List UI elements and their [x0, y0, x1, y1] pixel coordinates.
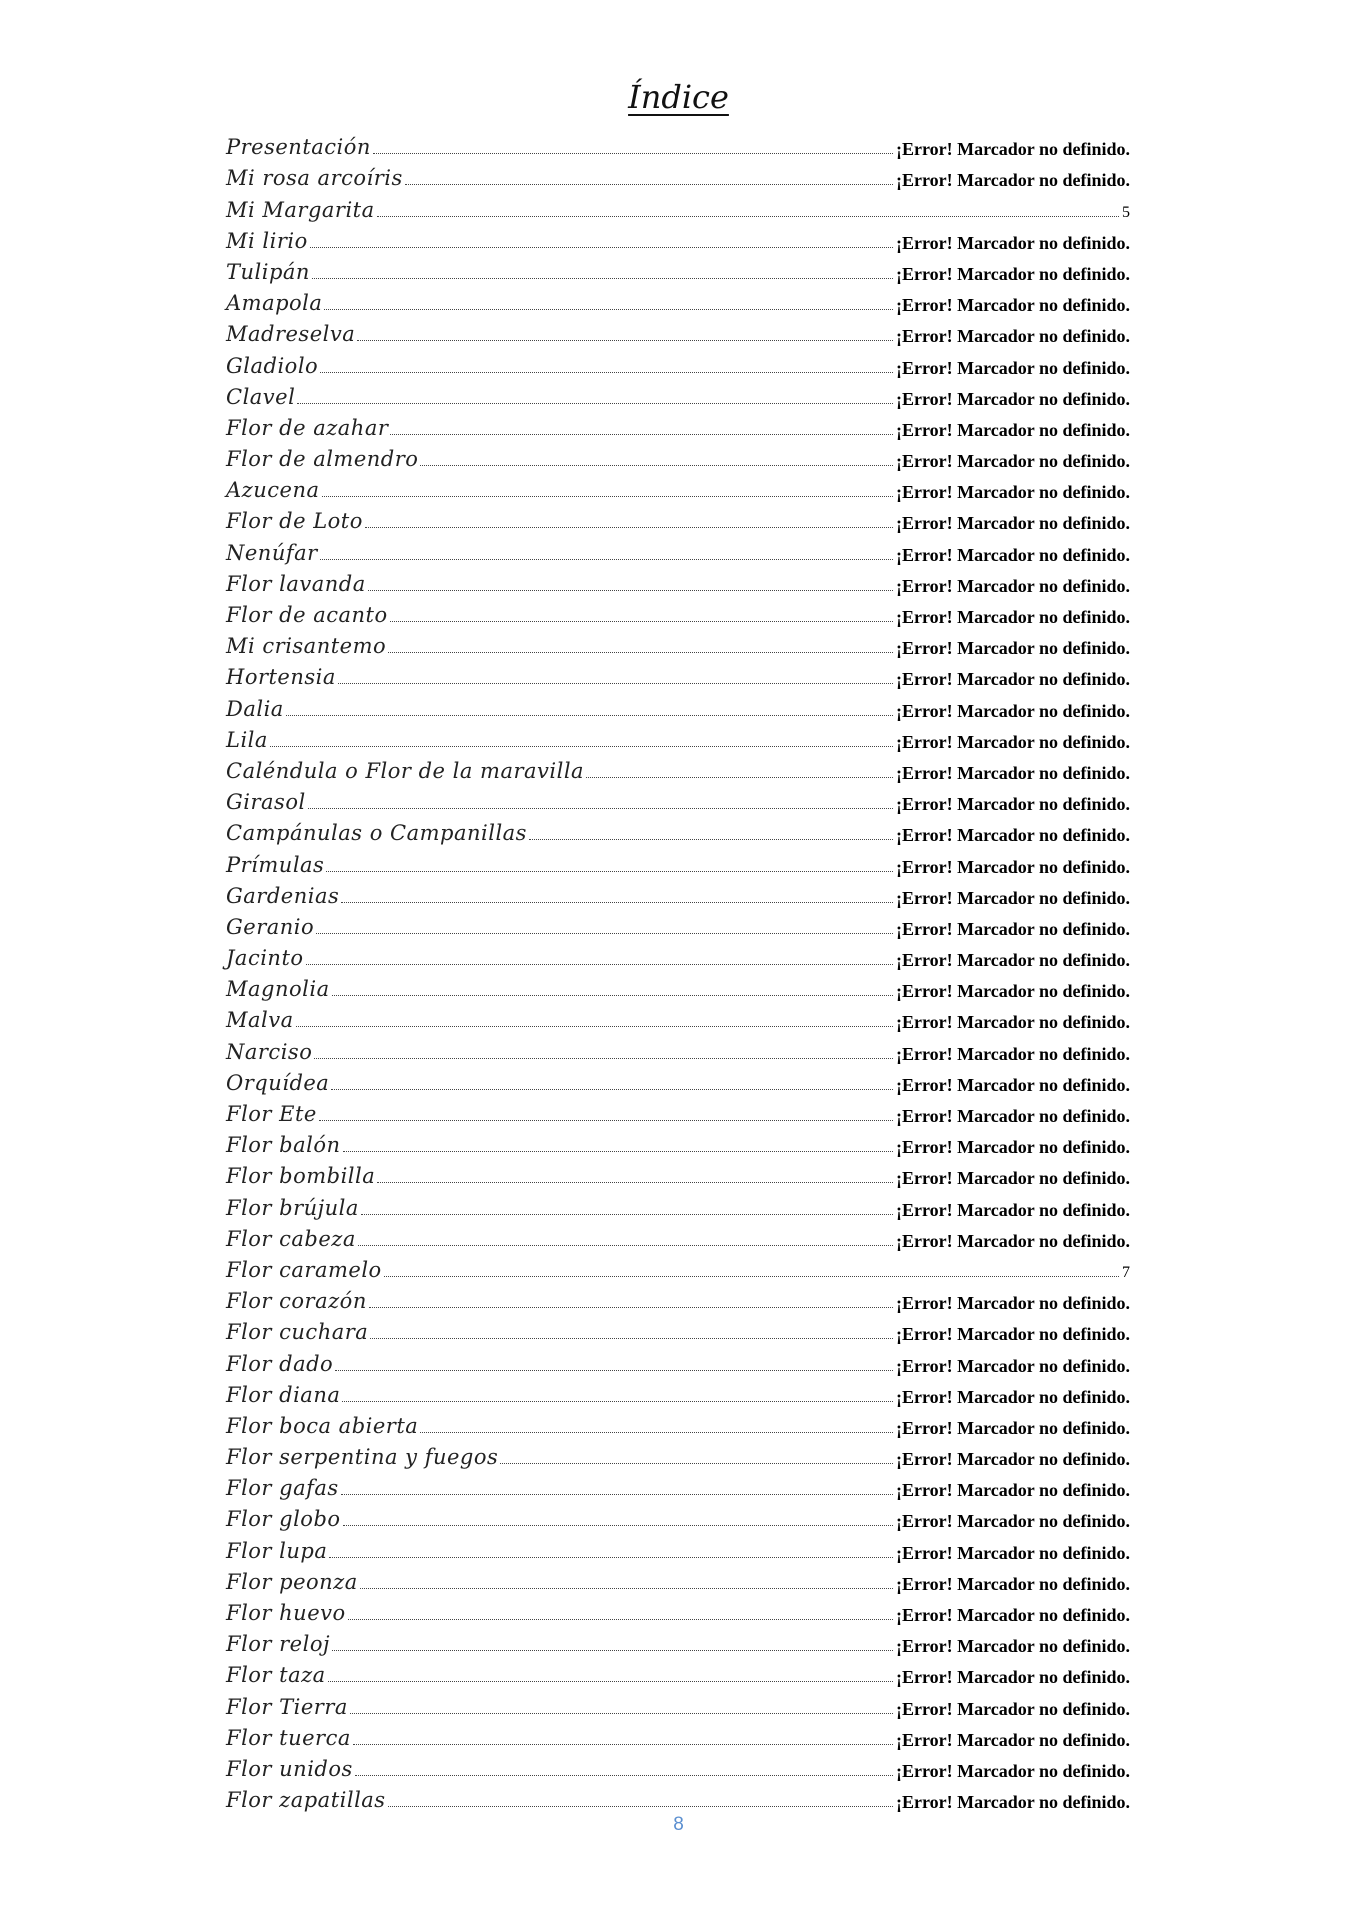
- toc-entry-label: Mi rosa arcoíris: [226, 166, 403, 191]
- toc-entry-label: Hortensia: [226, 665, 336, 690]
- dot-leader: [377, 1182, 893, 1183]
- dot-leader: [296, 1026, 893, 1027]
- toc-entry-page: 5: [1122, 203, 1130, 221]
- toc-entry-label: Flor Tierra: [226, 1694, 348, 1719]
- dot-leader: [361, 1214, 893, 1215]
- dot-leader: [350, 1713, 893, 1714]
- dot-leader: [308, 808, 893, 809]
- toc-entry-label: Flor huevo: [226, 1601, 346, 1625]
- toc-entry-error: ¡Error! Marcador no definido.: [896, 139, 1130, 160]
- toc-entry-error: ¡Error! Marcador no definido.: [896, 451, 1130, 472]
- toc-entry-error: ¡Error! Marcador no definido.: [896, 762, 1130, 783]
- toc-entry-error: ¡Error! Marcador no definido.: [896, 1137, 1130, 1158]
- dot-leader: [365, 527, 893, 528]
- toc-entry[interactable]: [226, 879, 1130, 910]
- dot-leader: [314, 1058, 893, 1059]
- toc-entry-label: Lila: [226, 727, 268, 752]
- toc-entry[interactable]: [226, 723, 1130, 754]
- toc-entry[interactable]: [226, 1409, 1130, 1440]
- toc-entry-error: ¡Error! Marcador no definido.: [896, 1449, 1130, 1470]
- toc-entry-error: ¡Error! Marcador no definido.: [896, 1573, 1130, 1594]
- dot-leader: [326, 871, 893, 872]
- toc-entry-label: Flor peonza: [226, 1569, 358, 1594]
- toc-entry[interactable]: [226, 972, 1130, 1003]
- toc-entry-label: Presentación: [226, 135, 371, 160]
- toc-entry-label: Azucena: [226, 478, 320, 503]
- toc-entry[interactable]: [226, 910, 1130, 941]
- dot-leader: [420, 465, 893, 466]
- toc-entry-error: ¡Error! Marcador no definido.: [896, 1667, 1130, 1688]
- toc-entry-error: ¡Error! Marcador no definido.: [896, 1168, 1130, 1189]
- toc-entry[interactable]: [226, 660, 1130, 691]
- toc-entry-error: ¡Error! Marcador no definido.: [896, 1106, 1130, 1126]
- dot-leader: [320, 559, 893, 560]
- toc-entry-label: Flor globo: [226, 1507, 341, 1532]
- toc-entry-error: ¡Error! Marcador no definido.: [896, 825, 1130, 846]
- toc-entry[interactable]: [226, 691, 1130, 722]
- toc-entry[interactable]: [226, 754, 1130, 785]
- toc-entry[interactable]: [226, 192, 1130, 223]
- dot-leader: [328, 1681, 893, 1682]
- toc-entry[interactable]: [226, 1253, 1130, 1284]
- toc-entry-label: Flor tuerca: [226, 1725, 351, 1750]
- toc-entry-label: Flor serpentina y fuegos: [226, 1445, 499, 1470]
- toc-entry-label: Flor bombilla: [226, 1164, 376, 1189]
- toc-entry[interactable]: [226, 380, 1130, 411]
- dot-leader: [405, 184, 893, 185]
- toc-entry-label: Flor cuchara: [226, 1320, 369, 1345]
- toc-entry-error: ¡Error! Marcador no definido.: [896, 388, 1130, 409]
- dot-leader: [312, 278, 893, 279]
- toc-entry[interactable]: [226, 286, 1130, 317]
- dot-leader: [343, 1151, 894, 1152]
- dot-leader: [370, 1338, 893, 1339]
- toc-entry-error: ¡Error! Marcador no definido.: [896, 1386, 1130, 1407]
- toc-entry-label: Campánulas o Campanillas: [226, 821, 527, 846]
- toc-entry[interactable]: [226, 1284, 1130, 1315]
- toc-entry-error: ¡Error! Marcador no definido.: [896, 544, 1130, 565]
- toc-entry-label: Girasol: [226, 790, 306, 815]
- toc-entry-error: ¡Error! Marcador no definido.: [896, 1542, 1130, 1563]
- dot-leader: [358, 1245, 893, 1246]
- toc-entry[interactable]: [226, 442, 1130, 473]
- toc-entry[interactable]: [226, 1565, 1130, 1596]
- toc-entry-error: ¡Error! Marcador no definido.: [896, 856, 1130, 877]
- toc-entry-error: ¡Error! Marcador no definido.: [896, 326, 1130, 347]
- toc-entry-label: Mi Margarita: [226, 197, 375, 222]
- toc-entry[interactable]: [226, 473, 1130, 504]
- toc-entry-error: ¡Error! Marcador no definido.: [896, 700, 1130, 721]
- dot-leader: [316, 933, 893, 934]
- toc-entry[interactable]: [226, 317, 1130, 348]
- toc-entry-error: ¡Error! Marcador no definido.: [896, 575, 1130, 596]
- toc-entry[interactable]: [226, 1003, 1130, 1034]
- toc-entry-error: ¡Error! Marcador no definido.: [896, 1605, 1130, 1625]
- dot-leader: [324, 309, 893, 310]
- toc-entry-error: ¡Error! Marcador no definido.: [896, 482, 1130, 503]
- dot-leader: [310, 247, 893, 248]
- toc-entry[interactable]: [226, 785, 1130, 816]
- toc-entry-error: ¡Error! Marcador no definido.: [896, 1792, 1130, 1813]
- toc-entry-label: Flor cabeza: [226, 1226, 356, 1251]
- dot-leader: [332, 1650, 893, 1651]
- toc-entry[interactable]: [226, 1721, 1130, 1752]
- toc-entry[interactable]: [226, 1034, 1130, 1065]
- dot-leader: [355, 1775, 893, 1776]
- toc-entry[interactable]: [226, 1533, 1130, 1564]
- toc-entry-label: Orquídea: [226, 1070, 330, 1095]
- page-number: 8: [673, 1814, 684, 1835]
- dot-leader: [373, 153, 893, 154]
- toc-entry[interactable]: [226, 255, 1130, 286]
- toc-entry-label: Flor lavanda: [226, 571, 366, 596]
- toc-entry-label: Madreselva: [226, 322, 356, 347]
- toc-entry[interactable]: [226, 161, 1130, 192]
- toc-entry-label: Amapola: [226, 291, 323, 316]
- toc-entry-error: ¡Error! Marcador no definido.: [896, 1636, 1130, 1657]
- toc-entry[interactable]: [226, 1128, 1130, 1159]
- toc-entry[interactable]: [226, 1658, 1130, 1689]
- toc-entry-error: ¡Error! Marcador no definido.: [896, 263, 1130, 284]
- toc-entry-label: Mi crisantemo: [226, 634, 387, 659]
- toc-entry[interactable]: [226, 1440, 1130, 1471]
- dot-leader: [390, 434, 893, 435]
- dot-leader: [377, 216, 1119, 217]
- toc-entry[interactable]: [226, 535, 1130, 566]
- toc-entry-label: Mi lirio: [226, 228, 308, 253]
- toc-entry[interactable]: [226, 1689, 1130, 1720]
- toc-entry-label: Flor unidos: [226, 1756, 353, 1781]
- dot-leader: [320, 372, 893, 373]
- dot-leader: [341, 902, 893, 903]
- toc-entry[interactable]: [226, 816, 1130, 847]
- dot-leader: [357, 340, 893, 341]
- toc-entry-error: ¡Error! Marcador no definido.: [896, 1012, 1130, 1033]
- toc-entry-error: ¡Error! Marcador no definido.: [896, 981, 1130, 1002]
- dot-leader: [341, 1494, 893, 1495]
- toc-entry-error: ¡Error! Marcador no definido.: [896, 295, 1130, 316]
- toc-entry[interactable]: [226, 130, 1130, 161]
- dot-leader: [369, 1307, 893, 1308]
- toc-entry-label: Flor caramelo: [226, 1257, 382, 1282]
- toc-entry-label: Geranio: [226, 914, 315, 939]
- toc-entry-label: Nenúfar: [226, 540, 318, 565]
- toc-entry-error: ¡Error! Marcador no definido.: [896, 950, 1130, 971]
- dot-leader: [420, 1432, 893, 1433]
- toc-entry-error: ¡Error! Marcador no definido.: [896, 232, 1130, 253]
- toc-entry-error: ¡Error! Marcador no definido.: [896, 1199, 1130, 1220]
- toc-entry[interactable]: [226, 1378, 1130, 1409]
- toc-entry[interactable]: [226, 1502, 1130, 1533]
- toc-entry-label: Tulipán: [226, 259, 310, 284]
- toc-entry[interactable]: [226, 224, 1130, 255]
- toc-entry-label: Flor taza: [226, 1663, 326, 1688]
- toc-entry-error: ¡Error! Marcador no definido.: [896, 1760, 1130, 1781]
- toc-entry-label: Flor Ete: [226, 1102, 317, 1126]
- toc-entry[interactable]: [226, 1190, 1130, 1221]
- toc-entry[interactable]: [226, 1066, 1130, 1097]
- toc-entry-error: ¡Error! Marcador no definido.: [896, 1729, 1130, 1750]
- toc-entry[interactable]: [226, 1627, 1130, 1658]
- toc-entry-label: Flor boca abierta: [226, 1413, 419, 1438]
- table-of-contents: [226, 130, 1130, 1814]
- toc-entry-error: ¡Error! Marcador no definido.: [896, 1480, 1130, 1501]
- dot-leader: [297, 403, 893, 404]
- toc-entry-label: Flor brújula: [226, 1195, 359, 1220]
- toc-entry[interactable]: [226, 1097, 1130, 1128]
- toc-entry-error: ¡Error! Marcador no definido.: [896, 1230, 1130, 1251]
- toc-entry-error: ¡Error! Marcador no definido.: [896, 1293, 1130, 1314]
- dot-leader: [270, 746, 893, 747]
- page-title: Índice: [628, 78, 729, 116]
- toc-entry-error: ¡Error! Marcador no definido.: [896, 1324, 1130, 1345]
- toc-entry-label: Flor de Loto: [226, 509, 363, 534]
- toc-entry[interactable]: [226, 1783, 1130, 1814]
- toc-entry[interactable]: [226, 348, 1130, 379]
- dot-leader: [329, 1557, 893, 1558]
- toc-entry-error: ¡Error! Marcador no definido.: [896, 513, 1130, 534]
- toc-entry-error: ¡Error! Marcador no definido.: [896, 1698, 1130, 1719]
- dot-leader: [368, 590, 893, 591]
- toc-entry-label: Narciso: [226, 1039, 313, 1064]
- dot-leader: [388, 652, 893, 653]
- dot-leader: [348, 1619, 893, 1620]
- toc-entry[interactable]: [226, 1315, 1130, 1346]
- toc-entry[interactable]: [226, 1596, 1130, 1627]
- toc-entry-label: Dalia: [226, 696, 284, 721]
- toc-entry-label: Flor de acanto: [226, 603, 388, 627]
- toc-entry[interactable]: [226, 567, 1130, 598]
- dot-leader: [500, 1463, 893, 1464]
- toc-entry-error: ¡Error! Marcador no definido.: [896, 1043, 1130, 1064]
- toc-entry-label: Gardenias: [226, 883, 340, 908]
- toc-entry-label: Flor diana: [226, 1382, 341, 1407]
- toc-entry-label: Flor corazón: [226, 1289, 367, 1314]
- dot-leader: [353, 1744, 893, 1745]
- toc-entry-label: Magnolia: [226, 977, 330, 1002]
- dot-leader: [388, 1806, 893, 1807]
- toc-entry-label: Flor lupa: [226, 1538, 328, 1563]
- toc-entry-error: ¡Error! Marcador no definido.: [896, 887, 1130, 908]
- dot-leader: [360, 1588, 893, 1589]
- toc-entry-label: Flor balón: [226, 1133, 341, 1158]
- toc-entry-label: Caléndula o Flor de la maravilla: [226, 758, 585, 783]
- toc-entry-label: Flor reloj: [226, 1632, 330, 1657]
- toc-entry-label: Flor de azahar: [226, 415, 389, 440]
- toc-entry[interactable]: [226, 1752, 1130, 1783]
- toc-entry-error: ¡Error! Marcador no definido.: [896, 1417, 1130, 1438]
- dot-leader: [338, 683, 893, 684]
- toc-entry-error: ¡Error! Marcador no definido.: [896, 607, 1130, 627]
- dot-leader: [529, 839, 893, 840]
- dot-leader: [319, 1120, 893, 1121]
- toc-entry-label: Flor gafas: [226, 1476, 339, 1501]
- toc-entry-error: ¡Error! Marcador no definido.: [896, 419, 1130, 440]
- dot-leader: [343, 1525, 893, 1526]
- dot-leader: [342, 1401, 893, 1402]
- toc-entry-label: Jacinto: [226, 946, 304, 971]
- toc-entry-error: ¡Error! Marcador no definido.: [896, 170, 1130, 191]
- dot-leader: [335, 1370, 893, 1371]
- toc-entry[interactable]: [226, 1159, 1130, 1190]
- toc-entry-label: Gladiolo: [226, 353, 319, 378]
- toc-entry-page: 7: [1122, 1263, 1130, 1281]
- dot-leader: [384, 1276, 1119, 1277]
- toc-entry[interactable]: [226, 941, 1130, 972]
- toc-entry-label: Flor dado: [226, 1351, 334, 1376]
- dot-leader: [332, 995, 893, 996]
- toc-entry-label: Prímulas: [226, 852, 325, 877]
- toc-entry[interactable]: [226, 629, 1130, 660]
- toc-entry-label: Malva: [226, 1008, 294, 1033]
- toc-entry-error: ¡Error! Marcador no definido.: [896, 1074, 1130, 1095]
- toc-entry-label: Clavel: [226, 384, 296, 409]
- toc-entry[interactable]: [226, 504, 1130, 535]
- toc-entry-error: ¡Error! Marcador no definido.: [896, 669, 1130, 690]
- dot-leader: [322, 496, 894, 497]
- toc-entry-error: ¡Error! Marcador no definido.: [896, 794, 1130, 815]
- toc-entry[interactable]: [226, 1222, 1130, 1253]
- dot-leader: [390, 621, 893, 622]
- toc-entry-error: ¡Error! Marcador no definido.: [896, 1355, 1130, 1376]
- toc-entry-error: ¡Error! Marcador no definido.: [896, 638, 1130, 659]
- toc-entry-label: Flor de almendro: [226, 447, 419, 472]
- toc-entry-error: ¡Error! Marcador no definido.: [896, 918, 1130, 939]
- toc-entry[interactable]: [226, 847, 1130, 878]
- toc-entry-error: ¡Error! Marcador no definido.: [896, 731, 1130, 752]
- toc-entry[interactable]: [226, 1471, 1130, 1502]
- dot-leader: [331, 1089, 893, 1090]
- toc-entry[interactable]: [226, 411, 1130, 442]
- toc-entry-error: ¡Error! Marcador no definido.: [896, 1511, 1130, 1532]
- toc-entry-label: Flor zapatillas: [226, 1788, 386, 1813]
- toc-entry-error: ¡Error! Marcador no definido.: [896, 357, 1130, 378]
- toc-entry[interactable]: [226, 598, 1130, 629]
- dot-leader: [586, 777, 893, 778]
- dot-leader: [306, 964, 893, 965]
- dot-leader: [286, 715, 893, 716]
- toc-entry[interactable]: [226, 1346, 1130, 1377]
